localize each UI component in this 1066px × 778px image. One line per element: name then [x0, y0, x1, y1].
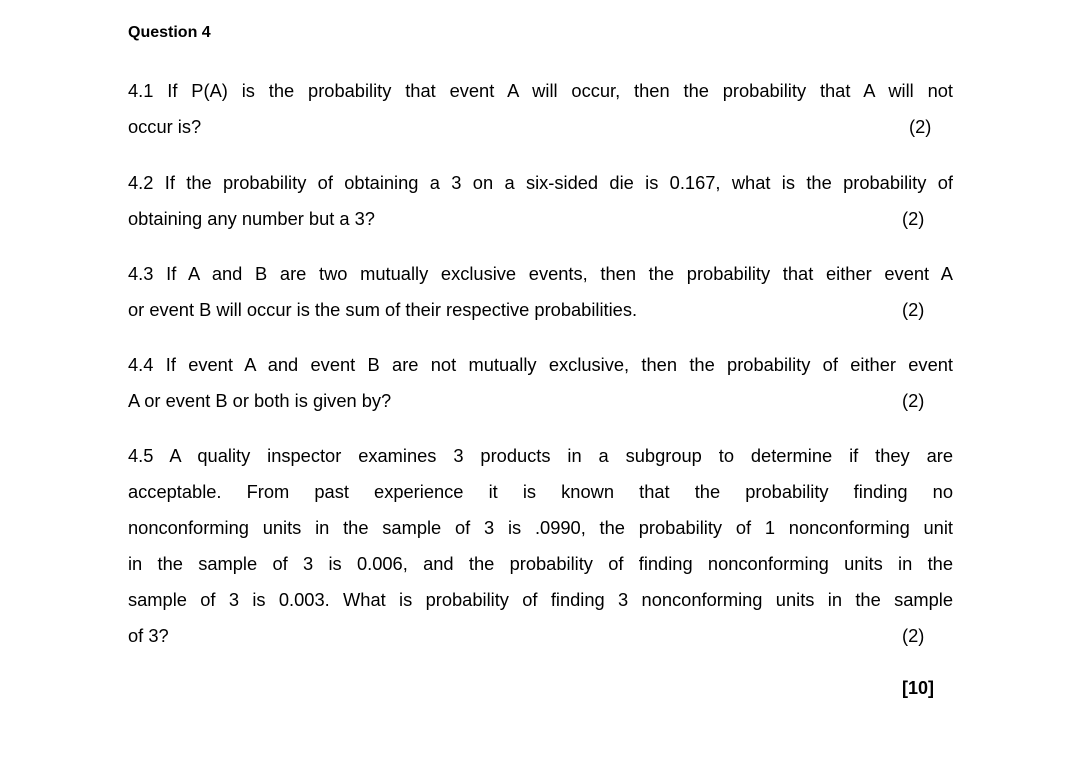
- question-line: 4.4 If event A and event B are not mutually exclusive, then the probability of either event: [128, 354, 953, 375]
- question-number: 4.2: [128, 172, 154, 193]
- marks-label: (2): [902, 390, 925, 411]
- question-4-2: [128, 165, 953, 237]
- question-line: or event B will occur is the sum of their respective probabilities. (2): [128, 292, 953, 328]
- question-line: obtaining any number but a 3? (2): [128, 201, 953, 237]
- question-line: sample of 3 is 0.003. What is probability of finding 3 nonconforming units in the sample: [128, 589, 953, 610]
- question-line: 4.5 A quality inspector examines 3 products in a subgroup to determine if they are: [128, 445, 953, 466]
- question-4-3: [128, 256, 953, 328]
- marks-label: (2): [902, 625, 925, 646]
- question-line: of 3? (2): [128, 618, 953, 654]
- question-line: A or event B or both is given by? (2): [128, 383, 953, 419]
- question-line: occur is? (2): [128, 109, 953, 145]
- total-marks: [10]: [902, 678, 935, 698]
- question-number: 4.4: [128, 354, 154, 375]
- question-number: 4.1: [128, 80, 154, 101]
- question-line: in the sample of 3 is 0.006, and the probability of finding nonconforming units in the: [128, 553, 953, 574]
- question-heading: Question 4: [128, 24, 211, 41]
- question-line: 4.2 If the probability of obtaining a 3 on a six-sided die is 0.167, what is the probability of: [128, 172, 953, 193]
- question-4-5: [128, 438, 953, 654]
- question-line: nonconforming units in the sample of 3 is .0990, the probability of 1 nonconforming unit: [128, 517, 953, 538]
- question-line: acceptable. From past experience it is known that the probability finding no: [128, 481, 953, 502]
- question-4-4: [128, 347, 953, 419]
- marks-label: (2): [909, 116, 932, 137]
- marks-label: (2): [902, 208, 925, 229]
- question-4-1: [128, 73, 953, 145]
- marks-label: (2): [902, 299, 925, 320]
- question-line: 4.3 If A and B are two mutually exclusive events, then the probability that either event A: [128, 263, 953, 284]
- question-line: 4.1 If P(A) is the probability that event A will occur, then the probability that A will not: [128, 80, 953, 101]
- question-number: 4.5: [128, 445, 154, 466]
- question-number: 4.3: [128, 263, 154, 284]
